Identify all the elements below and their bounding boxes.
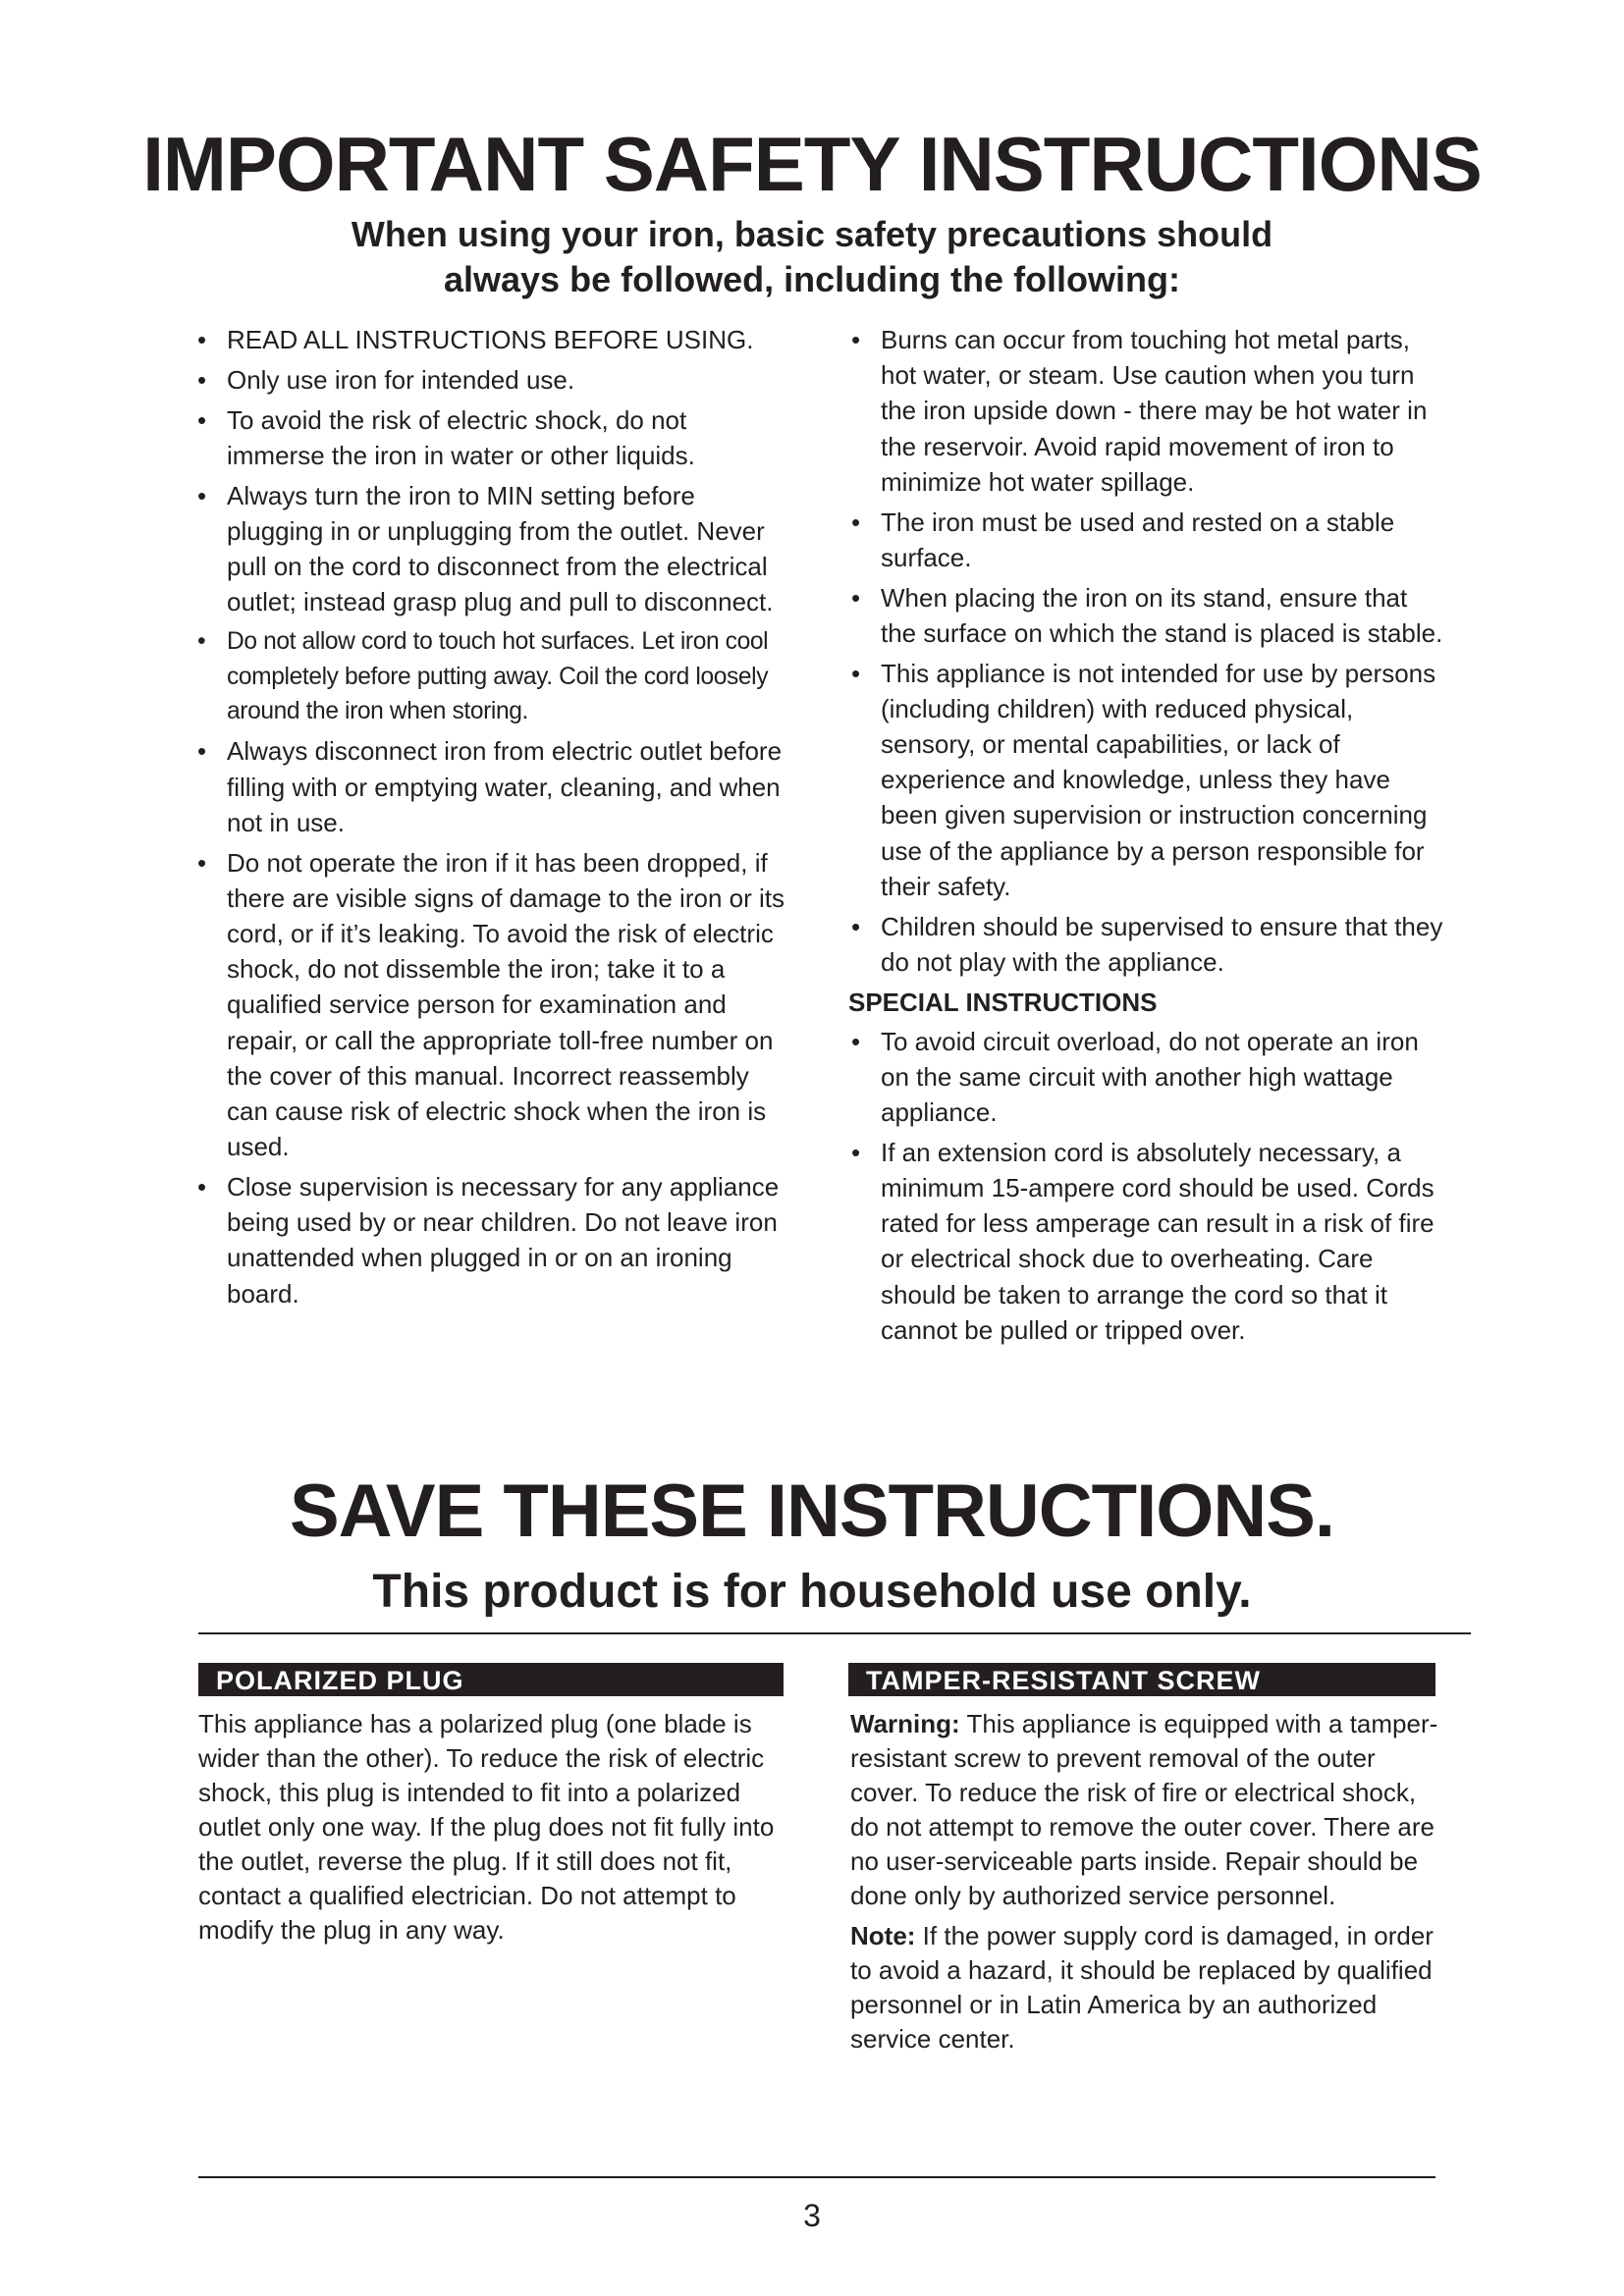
left-safety-column — [194, 322, 789, 1315]
divider — [198, 1632, 1471, 1634]
list-item: • READ ALL INSTRUCTIONS BEFORE USING. — [194, 322, 789, 357]
tamper-resistant-screw-section — [850, 1707, 1449, 2062]
warning-paragraph — [850, 1707, 1449, 1913]
household-use-subtitle: This product is for household use only. — [372, 1566, 1252, 1618]
list-item: • Always disconnect iron from electric outlet before filling with or emptying water, cleaning, and when not in use. — [194, 733, 789, 840]
list-item: • If an extension cord is absolutely necessary, a minimum 15-ampere cord should be used. Cords rated for less amperage can result in a risk of fire or electrical shock due to overheating. Care should be taken to arrange the cord so that it cannot be pulled or tripped over. — [848, 1135, 1447, 1348]
list-item: • Do not allow cord to touch hot surfaces. Let iron cool completely before putting away. Coil the cord loosely around the iron when storing. — [194, 624, 789, 729]
polarized-plug-heading: POLARIZED PLUG — [198, 1663, 784, 1696]
list-item: • Always turn the iron to MIN setting before plugging in or unplugging from the outlet. Never pull on the cord to disconnect from the electrical outlet; instead grasp plug and pull to disconnect. — [194, 478, 789, 620]
footer-divider — [198, 2176, 1435, 2178]
subtitle-line-1: When using your iron, basic safety precautions should — [351, 214, 1273, 254]
page-title: IMPORTANT SAFETY INSTRUCTIONS — [142, 121, 1482, 207]
right-safety-column — [848, 322, 1447, 1353]
list-item: • Burns can occur from touching hot metal parts, hot water, or steam. Use caution when you turn the iron upside down - there may be hot water in the reservoir. Avoid rapid movement of iron to minimize hot water spillage. — [848, 322, 1447, 500]
warning-text: This appliance is equipped with a tamper-resistant screw to prevent removal of the outer cover. To reduce the risk of fire or electrical shock, do not attempt to remove the outer cover. There are no user-serviceable parts inside. Repair should be done only by authorized service personnel. — [850, 1709, 1438, 1910]
save-instructions-title: SAVE THESE INSTRUCTIONS. — [289, 1469, 1335, 1553]
page-subtitle — [0, 212, 1624, 302]
list-item: • When placing the iron on its stand, ensure that the surface on which the stand is placed is stable. — [848, 580, 1447, 651]
note-paragraph — [850, 1919, 1449, 2056]
list-item: • To avoid the risk of electric shock, do not immerse the iron in water or other liquids. — [194, 402, 789, 473]
list-item: • This appliance is not intended for use by persons (including children) with reduced physical, sensory, or mental capabilities, or lack of experience and knowledge, unless they have been given supervision or instruction concerning use of the appliance by a person responsible for their safety. — [848, 656, 1447, 904]
list-item: • The iron must be used and rested on a stable surface. — [848, 505, 1447, 575]
note-label: Note: — [850, 1921, 916, 1950]
list-item: • Do not operate the iron if it has been dropped, if there are visible signs of damage to the iron or its cord, or if it’s leaking. To avoid the risk of electric shock, do not dissemble the iron; take it to a qualified service person for examination and repair, or call the appropriate toll-free number on the cover of this manual. Incorrect reassembly can cause risk of electric shock when the iron is used. — [194, 845, 789, 1165]
polarized-plug-text: This appliance has a polarized plug (one blade is wider than the other). To reduce the risk of electric shock, this plug is intended to fit into a polarized outlet only one way. If the plug does not fit fully into the outlet, reverse the plug. If it still does not fit, contact a qualified electrician. Do not attempt to modify the plug in any way. — [198, 1709, 775, 1945]
list-item: • Close supervision is necessary for any appliance being used by or near children. Do not leave iron unattended when plugged in or on an ironing board. — [194, 1169, 789, 1311]
special-instructions-heading: SPECIAL INSTRUCTIONS — [848, 987, 1158, 1017]
special-instructions-list — [848, 1024, 1447, 1348]
page-number: 3 — [803, 2198, 821, 2233]
tamper-resistant-screw-heading: TAMPER-RESISTANT SCREW — [848, 1663, 1435, 1696]
list-item: • Children should be supervised to ensure that they do not play with the appliance. — [848, 909, 1447, 980]
left-safety-list — [194, 322, 789, 1311]
list-item: • To avoid circuit overload, do not operate an iron on the same circuit with another high wattage appliance. — [848, 1024, 1447, 1131]
list-item: • Only use iron for intended use. — [194, 362, 789, 398]
warning-label: Warning: — [850, 1709, 960, 1738]
note-text: If the power supply cord is damaged, in order to avoid a hazard, it should be replaced by qualified personnel or in Latin America by an authorized service center. — [850, 1921, 1434, 2054]
subtitle-line-2: always be followed, including the following: — [443, 259, 1181, 299]
right-safety-list — [848, 322, 1447, 980]
